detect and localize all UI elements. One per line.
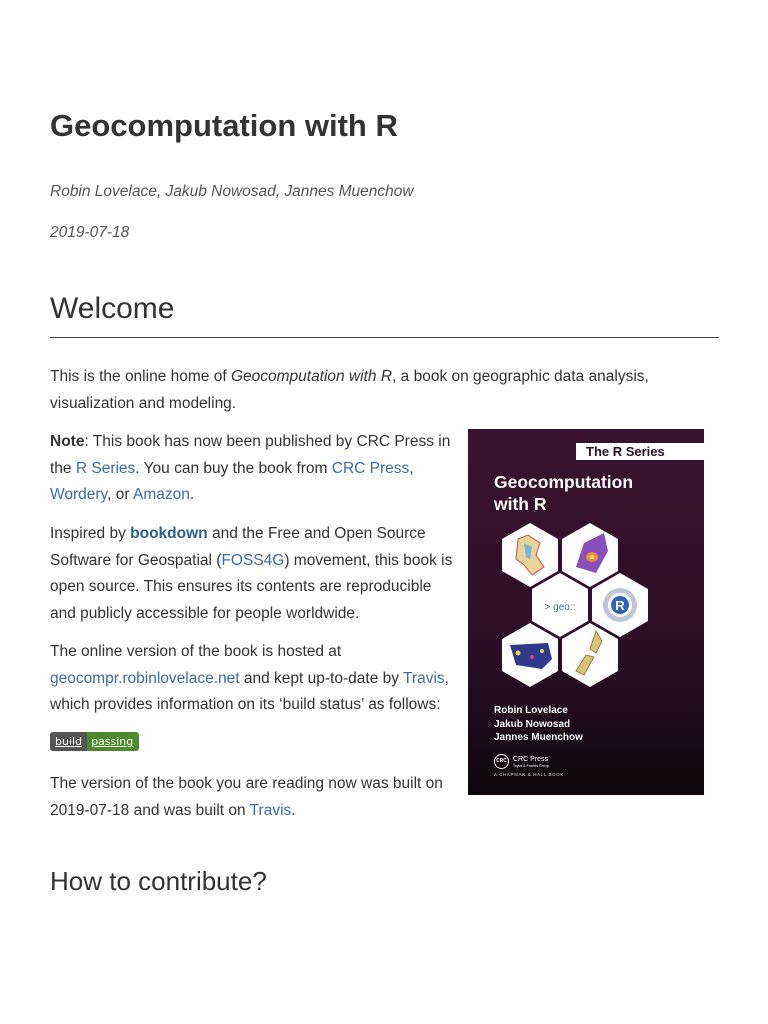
inspired-text: Inspired by [50, 525, 131, 542]
crc-logo-icon: CRC [494, 754, 509, 769]
contribute-heading: How to contribute? [50, 866, 267, 896]
inspired-text: and the Free and Open Source Software for Geospatial ( [50, 525, 426, 569]
geocompr-site-link[interactable]: geocompr.robinlovelace.net [50, 669, 240, 687]
note-text: , [409, 459, 414, 477]
build-status-badge[interactable] [50, 732, 139, 751]
note-label: Note [50, 433, 85, 450]
publisher-block [494, 754, 549, 769]
note-text: . You can buy the book from [135, 459, 332, 477]
series-banner: The R Series [576, 443, 704, 460]
cover-author: Jannes Muenchow [494, 732, 583, 743]
foss4g-link[interactable]: FOSS4G [221, 551, 285, 569]
inspired-paragraph [50, 521, 454, 627]
r-series-link[interactable]: R Series [75, 459, 136, 477]
hex-us-map-icon [502, 623, 558, 687]
hosted-text: The online version of the book is hosted at [50, 643, 342, 660]
intro-text-end: , a book on geographic data analysis, visualization and modeling. [50, 368, 649, 412]
version-paragraph [50, 771, 454, 824]
note-paragraph [50, 429, 454, 509]
amazon-link[interactable]: Amazon [133, 486, 190, 503]
intro-text: This is the online home of [50, 368, 231, 385]
authors-line: Robin Lovelace, Jakub Nowosad, Jannes Muenchow [50, 183, 414, 200]
note-text: , or [107, 486, 133, 503]
imprint-line: A CHAPMAN & HALL BOOK [494, 772, 564, 777]
version-text: . [291, 801, 296, 819]
hex-nz-map-icon [562, 623, 618, 687]
cover-author: Jakub Nowosad [494, 718, 571, 730]
cover-authors [494, 704, 583, 745]
intro-paragraph [50, 364, 680, 417]
heading-divider [50, 337, 719, 338]
hex-mountain-map-icon [502, 523, 558, 587]
wordery-link[interactable]: Wordery [50, 486, 108, 503]
hex-density-map-icon [562, 523, 618, 587]
book-title: Geocomputation with R [50, 108, 398, 143]
book-title-emphasis: Geocomputation with R [230, 368, 393, 385]
cover-author: Robin Lovelace [494, 705, 568, 716]
version-text: The version of the book you are reading now was built on 2019-07-18 and was built on [50, 775, 443, 819]
note-text: . [189, 486, 195, 503]
crc-press-link[interactable]: CRC Press [331, 459, 410, 477]
geo-label: > geo:: [544, 602, 576, 613]
travis-link[interactable]: Travis [403, 669, 445, 687]
note-text: : This book has now been published by CRC Press in the [50, 433, 451, 477]
badge-label: build [50, 732, 87, 751]
publication-date: 2019-07-18 [50, 224, 130, 241]
badge-status: passing [87, 732, 139, 751]
inspired-text: ) movement, this book is open source. This ensures its contents are reproducible and publicly accessible for people worldwide. [50, 551, 453, 622]
r-logo-letter: R [615, 598, 625, 613]
welcome-heading: Welcome [50, 292, 175, 325]
bookdown-link[interactable]: bookdown [130, 525, 208, 542]
publisher-name: CRC Press [513, 756, 549, 763]
hosted-text: , which provides information on its ‘build status’ as follows: [50, 669, 449, 713]
cover-title: Geocomputation with R [494, 472, 634, 514]
travis-build-link[interactable]: Travis [249, 801, 292, 819]
hosted-paragraph [50, 639, 454, 719]
hosted-text: and kept up-to-date by [239, 669, 404, 687]
publisher-subtitle: Taylor & Francis Group [513, 764, 549, 768]
book-cover-image [468, 429, 704, 795]
hexagon-map-collage [496, 521, 676, 701]
